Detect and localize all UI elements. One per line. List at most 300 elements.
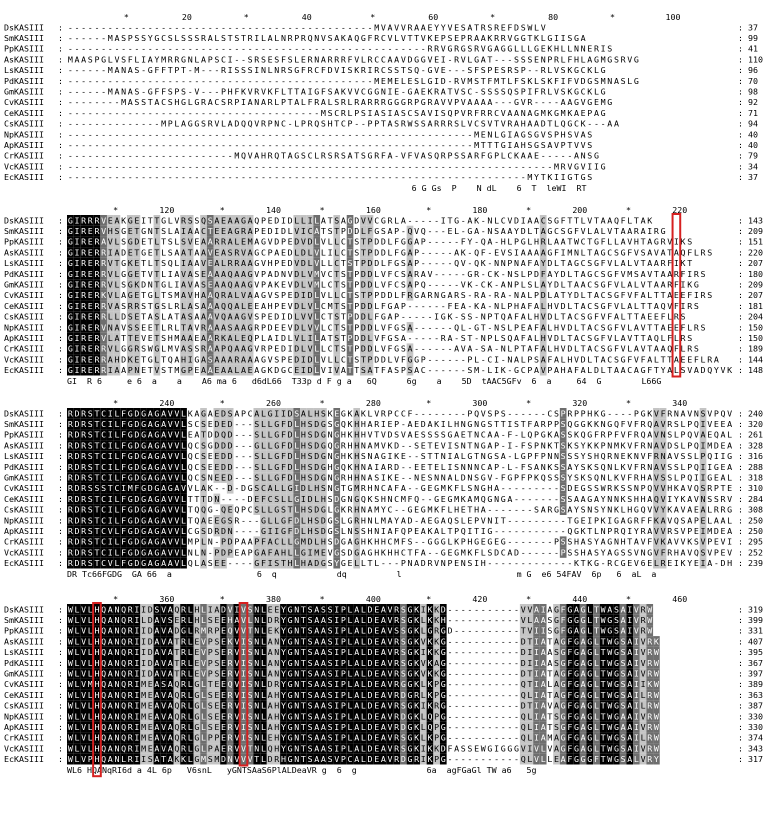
residue: G — [581, 419, 586, 429]
residue: G — [487, 44, 492, 54]
residue: - — [314, 44, 319, 54]
residue: T — [361, 290, 366, 300]
residue: R — [721, 505, 726, 515]
residue: G — [294, 494, 299, 504]
residue: I — [274, 333, 279, 343]
residue: T — [161, 237, 166, 247]
residue: - — [268, 129, 273, 139]
residue: C — [321, 312, 326, 322]
residue: V — [574, 354, 579, 364]
residue: E — [294, 365, 299, 375]
residue: - — [294, 129, 299, 139]
residue: A — [641, 312, 646, 322]
residue: - — [454, 161, 459, 171]
residue: F — [594, 430, 599, 440]
residue: A — [254, 237, 259, 247]
residue: V — [414, 226, 419, 236]
residue: E — [214, 462, 219, 472]
residue: N — [348, 526, 353, 536]
residue: N — [661, 451, 666, 461]
residue: F — [521, 462, 526, 472]
residue: L — [108, 312, 113, 322]
residue: A — [234, 301, 239, 311]
row-colon: : — [58, 440, 63, 450]
residue: G — [634, 54, 639, 64]
residue: G — [68, 365, 73, 375]
taxon-label: PdKASIII — [4, 269, 44, 279]
row-colon: : — [58, 87, 63, 97]
residue: Y — [581, 451, 586, 461]
residue: K — [587, 65, 592, 75]
residue: R — [667, 419, 672, 429]
residue: - — [194, 22, 199, 32]
residue: S — [288, 54, 293, 64]
residue: R — [474, 44, 479, 54]
residue: - — [128, 44, 133, 54]
residue: S — [294, 408, 299, 418]
residue: R — [434, 119, 439, 129]
residue: - — [427, 354, 432, 364]
residue: F — [121, 494, 126, 504]
residue: T — [547, 119, 552, 129]
residue: - — [88, 172, 93, 182]
residue: - — [268, 76, 273, 86]
residue: D — [574, 290, 579, 300]
residue: L — [274, 483, 279, 493]
residue: N — [607, 494, 612, 504]
residue: A — [241, 365, 246, 375]
residue: N — [281, 33, 286, 43]
residue: - — [228, 44, 233, 54]
residue: - — [268, 140, 273, 150]
residue: - — [487, 301, 492, 311]
residue: R — [467, 33, 472, 43]
residue: L — [114, 419, 119, 429]
residue: F — [121, 462, 126, 472]
residue: - — [108, 151, 113, 161]
residue: K — [394, 451, 399, 461]
residue: F — [527, 301, 532, 311]
residue: C — [248, 408, 253, 418]
row-end: : 34 — [738, 161, 758, 171]
residue: - — [427, 494, 432, 504]
residue: S — [394, 65, 399, 75]
residue: G — [281, 515, 286, 525]
residue: S — [141, 97, 146, 107]
residue: C — [481, 462, 486, 472]
residue: E — [494, 247, 499, 257]
residue: V — [108, 269, 113, 279]
residue: G — [321, 430, 326, 440]
residue: V — [541, 22, 546, 32]
residue: E — [647, 312, 652, 322]
residue: E — [134, 290, 139, 300]
residue: I — [288, 344, 293, 354]
residue: G — [261, 354, 266, 364]
residue: L — [221, 258, 226, 268]
residue: E — [214, 247, 219, 257]
residue: V — [667, 237, 672, 247]
residue: T — [288, 505, 293, 515]
residue: I — [507, 140, 512, 150]
residue: L — [501, 301, 506, 311]
residue: D — [281, 333, 286, 343]
residue: L — [348, 97, 353, 107]
residue: A — [481, 97, 486, 107]
residue: D — [288, 473, 293, 483]
residue: E — [434, 33, 439, 43]
residue: D — [308, 365, 313, 375]
residue: - — [161, 161, 166, 171]
residue: - — [348, 161, 353, 171]
residue: A — [527, 333, 532, 343]
residue: S — [527, 129, 532, 139]
row-end: : 70 — [738, 76, 758, 86]
residue: - — [368, 140, 373, 150]
residue: D — [134, 526, 139, 536]
residue: - — [148, 161, 153, 171]
residue: T — [348, 354, 353, 364]
residue: - — [494, 344, 499, 354]
residue: S — [394, 430, 399, 440]
residue: T — [361, 247, 366, 257]
residue: A — [654, 440, 659, 450]
residue: L — [288, 226, 293, 236]
residue: L — [181, 515, 186, 525]
residue: S — [334, 312, 339, 322]
residue: G — [128, 237, 133, 247]
residue: L — [294, 505, 299, 515]
residue: - — [94, 161, 99, 171]
residue: - — [341, 44, 346, 54]
residue: S — [168, 237, 173, 247]
residue: - — [547, 494, 552, 504]
residue: V — [288, 280, 293, 290]
residue: R — [687, 301, 692, 311]
residue: L — [534, 22, 539, 32]
residue: A — [261, 301, 266, 311]
residue: P — [701, 451, 706, 461]
residue: V — [467, 119, 472, 129]
residue: L — [394, 33, 399, 43]
residue: L — [261, 408, 266, 418]
residue: H — [301, 473, 306, 483]
residue: M — [388, 76, 393, 86]
residue: E — [88, 322, 93, 332]
residue: L — [114, 526, 119, 536]
residue: T — [334, 301, 339, 311]
residue: - — [467, 140, 472, 150]
residue: V — [667, 301, 672, 311]
residue: C — [574, 312, 579, 322]
residue: S — [541, 140, 546, 150]
residue: - — [234, 76, 239, 86]
residue: A — [148, 473, 153, 483]
residue: A — [248, 226, 253, 236]
residue: E — [434, 440, 439, 450]
residue: - — [547, 515, 552, 525]
residue: T — [374, 365, 379, 375]
residue: H — [301, 430, 306, 440]
residue: - — [494, 473, 499, 483]
residue: V — [201, 258, 206, 268]
residue: R — [221, 65, 226, 75]
residue: - — [201, 140, 206, 150]
residue: F — [614, 322, 619, 332]
row-colon: : — [58, 301, 63, 311]
residue: D — [368, 258, 373, 268]
residue: - — [361, 76, 366, 86]
residue: V — [587, 215, 592, 225]
residue: P — [348, 119, 353, 129]
ruler-star: * — [610, 12, 615, 22]
residue: L — [574, 322, 579, 332]
residue: S — [587, 151, 592, 161]
residue: I — [108, 515, 113, 525]
residue: A — [234, 215, 239, 225]
residue: - — [154, 129, 159, 139]
residue: L — [268, 65, 273, 75]
residue: C — [214, 97, 219, 107]
residue: S — [341, 269, 346, 279]
residue: P — [128, 365, 133, 375]
residue: K — [534, 473, 539, 483]
residue: S — [694, 301, 699, 311]
residue: E — [88, 312, 93, 322]
ruler-number: 40 — [302, 12, 312, 22]
residue: G — [281, 526, 286, 536]
residue: G — [574, 258, 579, 268]
residue: G — [141, 419, 146, 429]
residue: - — [501, 97, 506, 107]
residue: - — [81, 33, 86, 43]
residue: G — [154, 473, 159, 483]
residue: E — [494, 65, 499, 75]
residue: T — [128, 333, 133, 343]
residue: F — [281, 451, 286, 461]
residue: P — [281, 237, 286, 247]
residue: A — [407, 280, 412, 290]
residue: V — [354, 87, 359, 97]
residue: D — [567, 483, 572, 493]
residue: V — [581, 226, 586, 236]
residue: T — [208, 226, 213, 236]
residue: C — [627, 365, 632, 375]
residue: - — [421, 44, 426, 54]
residue: I — [521, 215, 526, 225]
residue: R — [594, 44, 599, 54]
residue: - — [154, 108, 159, 118]
residue: L — [281, 494, 286, 504]
residue: R — [434, 87, 439, 97]
residue: A — [521, 151, 526, 161]
residue: Q — [647, 419, 652, 429]
residue: I — [301, 290, 306, 300]
residue: I — [228, 65, 233, 75]
residue: K — [501, 365, 506, 375]
residue: V — [168, 451, 173, 461]
residue: - — [394, 151, 399, 161]
residue: I — [554, 33, 559, 43]
residue: T — [607, 365, 612, 375]
residue: - — [334, 22, 339, 32]
residue: - — [427, 333, 432, 343]
residue: - — [427, 301, 432, 311]
residue: - — [321, 44, 326, 54]
residue: S — [401, 258, 406, 268]
residue: R — [81, 526, 86, 536]
residue: A — [368, 440, 373, 450]
residue: - — [101, 172, 106, 182]
residue: S — [407, 65, 412, 75]
residue: L — [674, 365, 679, 375]
residue: G — [268, 408, 273, 418]
residue: - — [514, 430, 519, 440]
residue: F — [321, 87, 326, 97]
residue: L — [181, 505, 186, 515]
residue: T — [334, 344, 339, 354]
residue: - — [474, 333, 479, 343]
residue: - — [134, 76, 139, 86]
residue: A — [674, 247, 679, 257]
residue: A — [388, 365, 393, 375]
row-colon: : — [58, 44, 63, 54]
residue: S — [694, 344, 699, 354]
residue: - — [254, 515, 259, 525]
residue: K — [621, 440, 626, 450]
residue: G — [727, 505, 732, 515]
residue: V — [561, 344, 566, 354]
residue: N — [547, 451, 552, 461]
residue: S — [281, 505, 286, 515]
residue: G — [727, 451, 732, 461]
residue: - — [441, 129, 446, 139]
residue: P — [221, 87, 226, 97]
residue: V — [301, 237, 306, 247]
residue: Q — [248, 119, 253, 129]
residue: A — [554, 430, 559, 440]
residue: G — [68, 312, 73, 322]
residue: G — [334, 451, 339, 461]
residue: S — [467, 44, 472, 54]
residue: I — [507, 129, 512, 139]
residue: R — [68, 408, 73, 418]
residue: A — [514, 354, 519, 364]
residue: V — [661, 440, 666, 450]
residue: L — [234, 365, 239, 375]
residue: C — [194, 419, 199, 429]
residue: H — [354, 419, 359, 429]
residue: S — [607, 44, 612, 54]
residue: K — [341, 505, 346, 515]
row-colon: : — [58, 161, 63, 171]
residue: - — [101, 44, 106, 54]
residue: K — [427, 526, 432, 536]
residue: L — [494, 129, 499, 139]
residue: L — [334, 237, 339, 247]
residue: G — [254, 247, 259, 257]
residue: T — [494, 419, 499, 429]
residue: - — [174, 172, 179, 182]
residue: S — [507, 247, 512, 257]
residue: D — [228, 483, 233, 493]
residue: V — [168, 430, 173, 440]
residue: - — [234, 430, 239, 440]
residue: S — [427, 473, 432, 483]
residue: A — [481, 54, 486, 64]
residue: I — [388, 87, 393, 97]
residue: R — [101, 258, 106, 268]
residue: A — [228, 365, 233, 375]
residue: S — [201, 440, 206, 450]
residue: R — [494, 290, 499, 300]
residue: E — [414, 430, 419, 440]
residue: R — [81, 333, 86, 343]
residue: S — [587, 473, 592, 483]
residue: - — [248, 451, 253, 461]
residue: C — [394, 280, 399, 290]
residue: G — [261, 290, 266, 300]
residue: - — [74, 44, 79, 54]
residue: - — [314, 22, 319, 32]
residue: - — [441, 344, 446, 354]
residue: L — [581, 290, 586, 300]
residue: - — [354, 161, 359, 171]
row-colon: : — [58, 333, 63, 343]
residue: S — [208, 215, 213, 225]
residue: S — [487, 408, 492, 418]
residue: F — [261, 494, 266, 504]
residue: L — [341, 526, 346, 536]
residue: T — [154, 269, 159, 279]
residue: L — [447, 419, 452, 429]
residue: - — [541, 408, 546, 418]
residue: S — [88, 494, 93, 504]
residue: G — [148, 87, 153, 97]
residue: - — [501, 483, 506, 493]
residue: - — [261, 172, 266, 182]
residue: E — [414, 505, 419, 515]
residue: - — [274, 140, 279, 150]
residue: S — [687, 237, 692, 247]
residue: F — [388, 344, 393, 354]
residue: R — [441, 119, 446, 129]
residue: H — [361, 430, 366, 440]
residue: E — [288, 237, 293, 247]
residue: Q — [614, 215, 619, 225]
residue: - — [481, 365, 486, 375]
residue: - — [461, 215, 466, 225]
residue: C — [308, 226, 313, 236]
residue: D — [541, 119, 546, 129]
residue: - — [261, 44, 266, 54]
residue: L — [474, 354, 479, 364]
residue: T — [94, 526, 99, 536]
residue: R — [681, 333, 686, 343]
residue: - — [234, 54, 239, 64]
residue: A — [554, 290, 559, 300]
residue: E — [148, 322, 153, 332]
residue: N — [607, 462, 612, 472]
residue: - — [401, 473, 406, 483]
residue: H — [561, 365, 566, 375]
residue: P — [401, 365, 406, 375]
residue: A — [208, 333, 213, 343]
residue: S — [667, 430, 672, 440]
residue: K — [447, 483, 452, 493]
residue: T — [487, 54, 492, 64]
residue: L — [281, 483, 286, 493]
